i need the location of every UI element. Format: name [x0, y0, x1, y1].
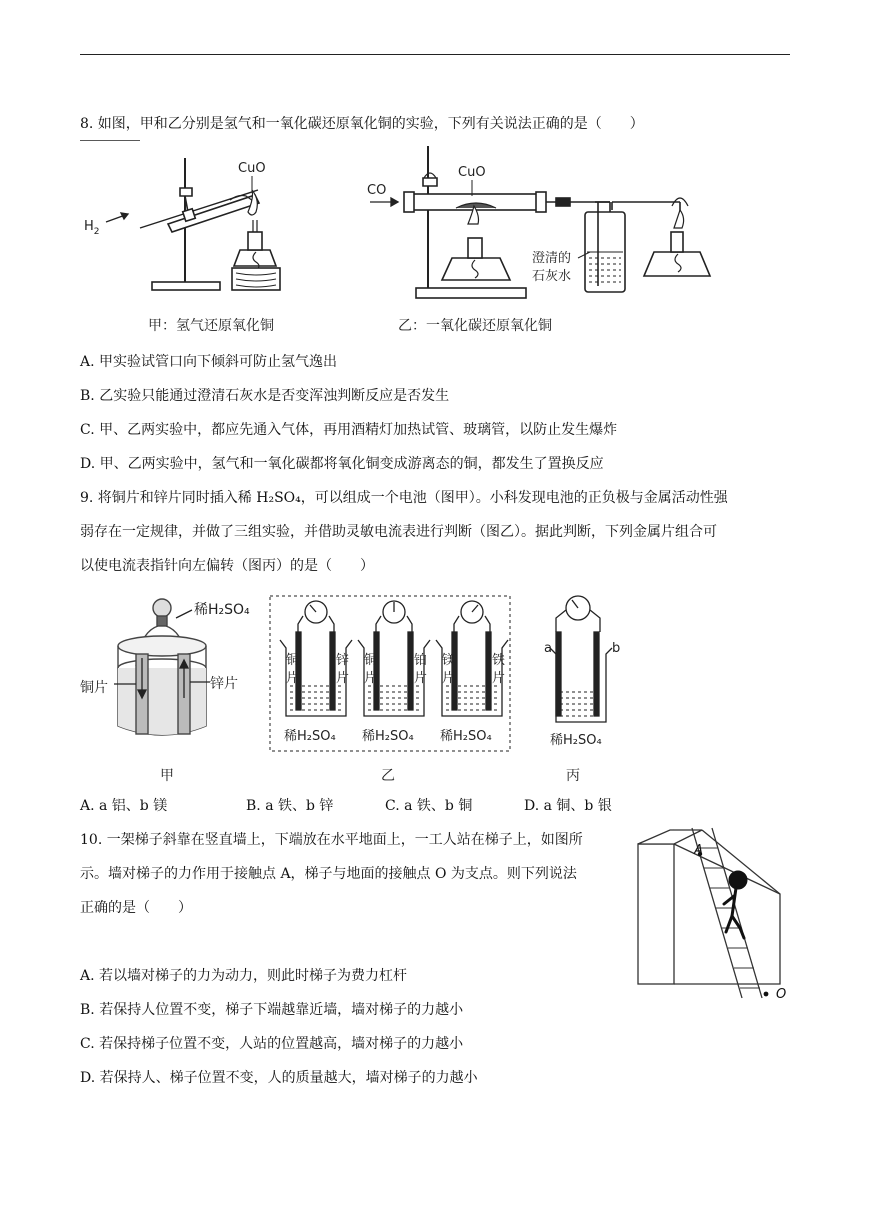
- point-o-label: O: [776, 987, 787, 1002]
- q9-option-d: D. a 铜、b 银: [524, 798, 612, 814]
- q10-option-b: B. 若保持人位置不变，梯子下端越靠近墙，墙对梯子的力越小: [80, 1002, 464, 1018]
- yi-b1-right-1: 锌: [336, 653, 350, 668]
- co-label: CO: [367, 183, 387, 198]
- q8-option-c: C. 甲、乙两实验中，都应先通入气体，再用酒精灯加热试管、玻璃管，以防止发生爆炸: [80, 422, 618, 438]
- q9-option-c: C. a 铁、b 铜: [385, 798, 473, 814]
- yi-b1-left-2: 片: [286, 671, 300, 686]
- q9-stem-line-3: 以使电流表指针向左偏转（图丙）的是（ ）: [80, 558, 374, 574]
- cuo-left-label: CuO: [238, 161, 266, 176]
- yi-b2-right-2: 片: [414, 671, 428, 686]
- yi-b3-acid: 稀H₂SO₄: [440, 729, 492, 744]
- q10-option-d: D. 若保持人、梯子位置不变，人的质量越大，墙对梯子的力越小: [80, 1070, 478, 1086]
- q9-figure: [80, 588, 640, 788]
- h2-label: $H_2$: [84, 219, 100, 237]
- bing-b-label: b: [612, 641, 621, 656]
- q8-option-d: D. 甲、乙两实验中，氢气和一氧化碳都将氧化铜变成游离态的铜，都发生了置换反应: [80, 456, 604, 472]
- q9-option-b: B. a 铁、b 锌: [246, 798, 334, 814]
- co-arrow: [370, 198, 398, 206]
- jia-zinc-label: 锌片: [210, 676, 238, 692]
- h2-arrow: [106, 213, 128, 222]
- point-a-label: A: [694, 843, 703, 858]
- yi-b1-right-2: 片: [336, 671, 350, 686]
- beaker-bing: [550, 596, 612, 722]
- jia-copper-label: 铜片: [80, 680, 108, 696]
- limewater-label-1: 澄清的: [532, 251, 572, 266]
- header-rule: [80, 54, 790, 55]
- q10-stem-line-3: 正确的是（ ）: [80, 900, 192, 916]
- q8-figure: [80, 140, 720, 345]
- q8-option-b: B. 乙实验只能通过澄清石灰水是否变浑浊判断反应是否发生: [80, 388, 450, 404]
- q10-stem-line-2: 示。墙对梯子的力作用于接触点 A，梯子与地面的接触点 O 为支点。则下列说法: [80, 866, 577, 882]
- caption-jia: 甲：氢气还原氧化铜: [148, 318, 274, 334]
- q8-option-a: A. 甲实验试管口向下倾斜可防止氢气逸出: [80, 354, 338, 370]
- q9-option-a: A. a 铝、b 镁: [80, 798, 168, 814]
- caption-jia-q9: 甲: [160, 768, 174, 784]
- caption-bing-q9: 丙: [566, 768, 580, 784]
- q9-stem-line-1: 9. 将铜片和锌片同时插入稀 H₂SO₄，可以组成一个电池（图甲）。小科发现电池的正负极与金属活动性强: [80, 490, 728, 506]
- q10-figure: [630, 824, 800, 1008]
- cuo-right-label: CuO: [458, 165, 486, 180]
- yi-b2-left-1: 铜: [364, 653, 378, 668]
- point-o-dot: [764, 992, 769, 997]
- yi-b3-left-2: 片: [442, 671, 456, 686]
- yi-b1-left-1: 铜: [286, 653, 300, 668]
- q10-option-a: A. 若以墙对梯子的力为动力，则此时梯子为费力杠杆: [80, 968, 408, 984]
- caption-yi-q9: 乙: [381, 768, 395, 784]
- yi-b2-right-1: 铂: [414, 653, 428, 668]
- bing-a-label: a: [544, 641, 552, 656]
- limewater-label-2: 石灰水: [532, 269, 572, 284]
- jia-acid-label: 稀H₂SO₄: [194, 602, 250, 618]
- battery-jia: [118, 599, 206, 735]
- yi-b3-left-1: 镁: [442, 653, 456, 668]
- yi-b2-acid: 稀H₂SO₄: [362, 729, 414, 744]
- yi-b3-right-2: 片: [492, 671, 506, 686]
- q9-stem-line-2: 弱存在一定规律，并做了三组实验，并借助灵敏电流表进行判断（图乙）。据此判断，下列金属片组合可: [80, 524, 717, 540]
- yi-b2-left-2: 片: [364, 671, 378, 686]
- q10-stem-line-1: 10. 一架梯子斜靠在竖直墙上，下端放在水平地面上，一工人站在梯子上，如图所: [80, 832, 583, 848]
- q10-option-c: C. 若保持梯子位置不变，人站的位置越高，墙对梯子的力越小: [80, 1036, 464, 1052]
- q8-stem: 8. 如图，甲和乙分别是氢气和一氧化碳还原氧化铜的实验，下列有关说法正确的是（ ）: [80, 116, 644, 132]
- yi-b1-acid: 稀H₂SO₄: [284, 729, 336, 744]
- bing-acid-label: 稀H₂SO₄: [550, 733, 602, 748]
- caption-yi: 乙：一氧化碳还原氧化铜: [398, 318, 552, 334]
- yi-b3-right-1: 铁: [492, 653, 506, 668]
